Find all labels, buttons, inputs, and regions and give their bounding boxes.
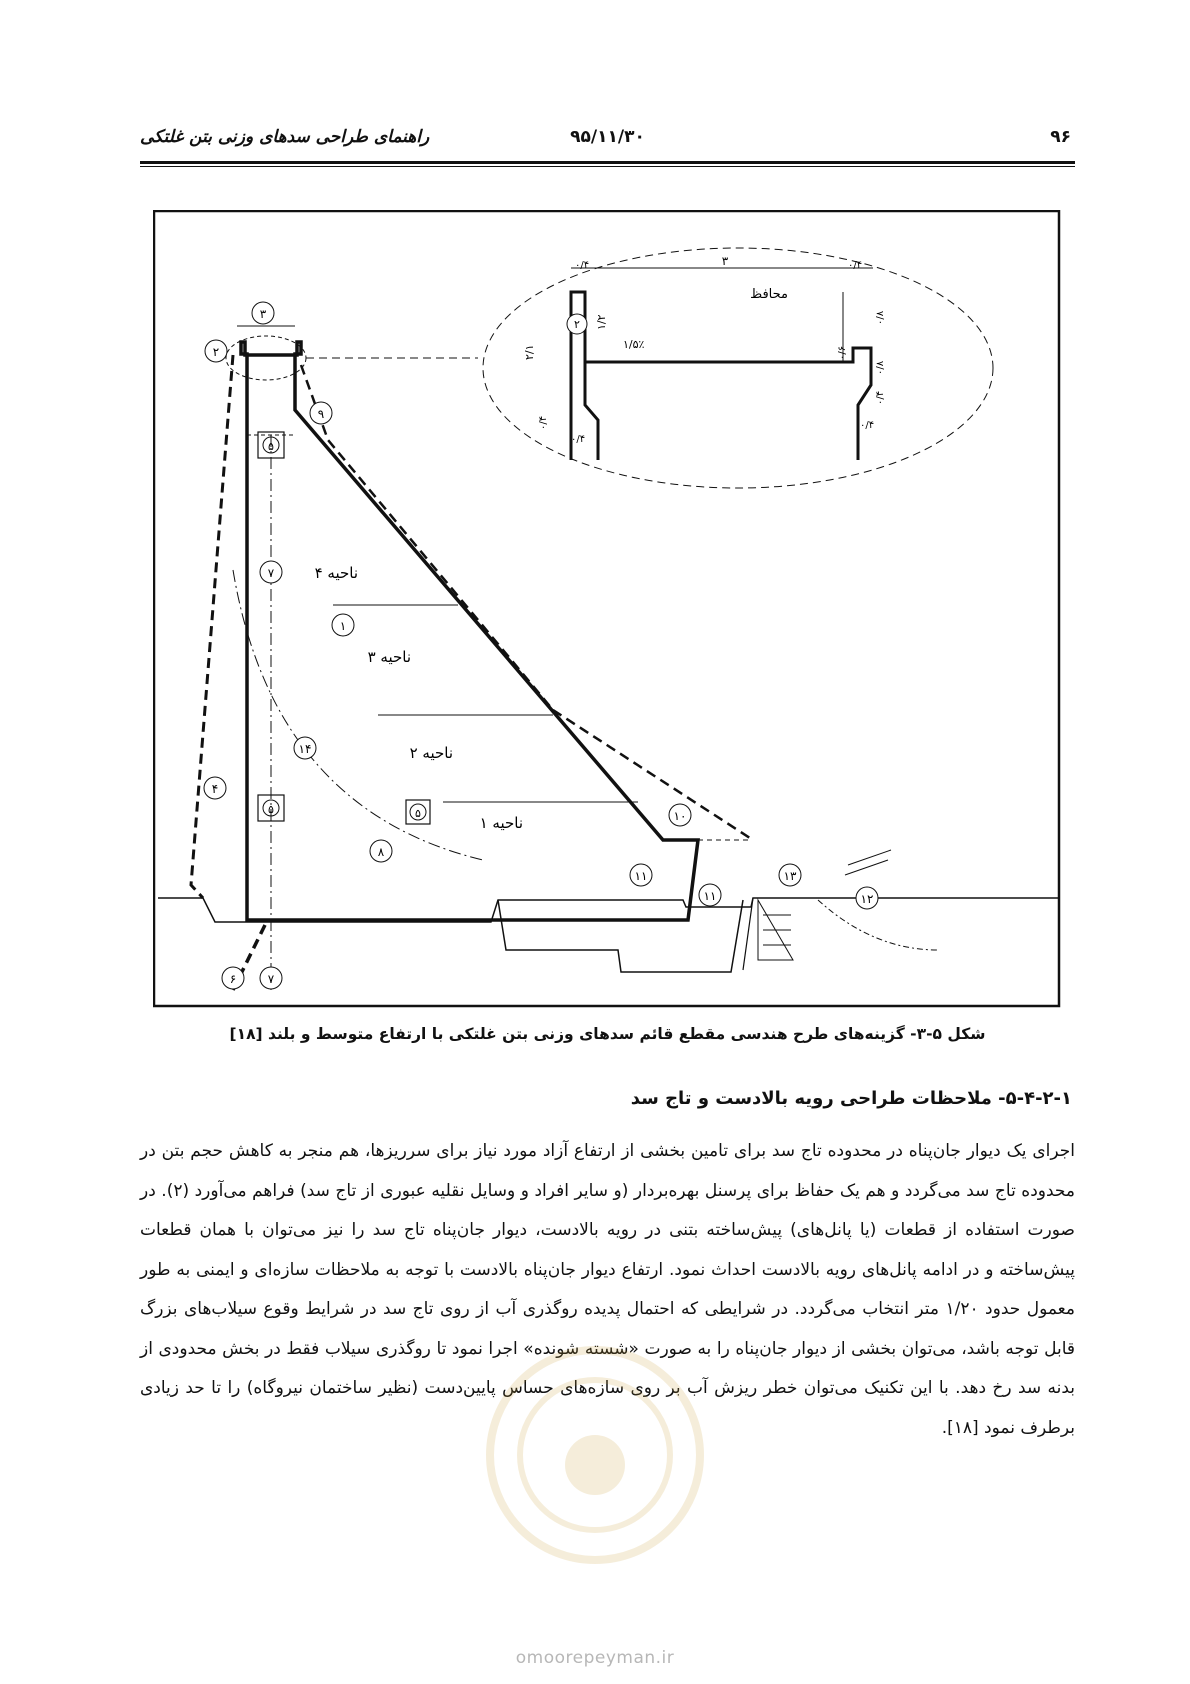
- alt-upstream-face: [191, 355, 233, 898]
- zone-label-3: ناحیه ۳: [367, 648, 411, 666]
- svg-text:۰/۶: ۰/۶: [837, 345, 848, 360]
- callout-3: ۳: [259, 307, 267, 321]
- callout-13: ۱۳: [783, 869, 797, 883]
- alt-downstream-toe: [553, 710, 753, 840]
- callout-14: ۱۴: [298, 742, 312, 756]
- figure-svg: [153, 210, 1063, 1015]
- callout-9: ۹: [317, 407, 325, 421]
- callout-11b: ۱۱: [703, 889, 717, 903]
- svg-text:۰/۴: ۰/۴: [575, 260, 590, 271]
- header-rule-thin: [140, 166, 1075, 167]
- watermark-seal-icon: [480, 1340, 710, 1570]
- svg-text:۰/۴: ۰/۴: [571, 434, 586, 445]
- crest-detail-ellipse: [483, 248, 993, 488]
- svg-text:۰/۸: ۰/۸: [875, 360, 886, 375]
- svg-text:۵: ۵: [268, 803, 274, 816]
- callout-8: ۸: [377, 845, 385, 859]
- dam-body: [241, 342, 698, 920]
- detail-downstream-wall: [585, 345, 871, 460]
- detail-callout-2: ۲: [574, 318, 580, 331]
- header-rule: [140, 161, 1075, 164]
- callout-12: ۱۲: [860, 892, 874, 906]
- callout-1: ۱: [339, 619, 347, 633]
- body-paragraph: اجرای یک دیوار جان‌پناه در محدوده تاج سد برای تامین بخشی از ارتفاع آزاد مورد نیاز برای سرریزها، هم منجر به کاهش حجم بتن در محدوده تاج سد می‌گردد و هم یک حفاظ برای پرسنل بهره‌بردار (و سایر افراد و وسایل نقلیه عبوری از تاج سد) فراهم می‌آورد (۲). در صورت استفاده از قطعات (یا پانل‌های) پیش‌ساخته بتنی در رویه بالادست، دیوار جان‌پناه تاج سد را نیز می‌توان با همان قطعات پیش‌ساخته و در ادامه پانل‌های رویه بالادست احداث نمود. ارتفاع دیوار جان‌پناه بالادست با توجه به ملاحظات سازه‌ای و ایمنی به طور معمول حدود ۱/۲۰ متر انتخاب می‌گردد. در شرایطی که احتمال پدیده روگذری آب از روی تاج سد در شرایط وقوع سیلاب‌های بزرگ قابل توجه باشد، می‌توان بخشی از دیوار جان‌پناه را به صورت «شسته شونده» اجرا نمود تا روگذری سیلاب فقط در بخش محدودی از بدنه سد رخ دهد. با این تکنیک می‌توان خطر ریزش آب بر روی سازه‌های حساس پایین‌دست (نظیر ساختمان نیروگاه) را تا حد زیادی برطرف نمود [۱۸].: [140, 1141, 1075, 1438]
- callout-7: ۷: [267, 566, 275, 580]
- alt-downstream-top: [301, 365, 553, 710]
- callout-10: ۱۰: [673, 809, 687, 823]
- page-number: ۹۶: [1050, 127, 1071, 147]
- guard-label: محافظ: [750, 287, 788, 302]
- foundation-gallery: [498, 900, 743, 972]
- callout-6: ۶: [229, 972, 237, 986]
- detail-dim-3: ۳: [721, 254, 729, 268]
- callout-7b: ۷: [267, 972, 275, 986]
- zone-label-1: ناحیه ۱: [479, 814, 523, 832]
- zone-label-2: ناحیه ۲: [409, 744, 453, 762]
- svg-text:۰/۴: ۰/۴: [860, 420, 875, 431]
- gallery-marker-right: [406, 800, 430, 824]
- svg-text:۰/۴: ۰/۴: [848, 260, 863, 271]
- svg-text:۵: ۵: [268, 440, 274, 453]
- detail-slope: ۱/۵٪: [623, 338, 645, 351]
- section-heading: ۵-۴-۲-۱- ملاحظات طراحی رویه بالادست و تاج سد: [630, 1088, 1072, 1109]
- svg-text:۰/۴: ۰/۴: [538, 415, 549, 430]
- svg-text:۵: ۵: [415, 807, 421, 820]
- detail-dim-12: ۱/۲: [595, 314, 608, 330]
- callout-11a: ۱۱: [634, 869, 648, 883]
- figure-caption: شکل ۵-۳- گزینه‌های طرح هندسی مقطع قائم سدهای وزنی بتن غلتکی با ارتفاع متوسط و بلند [۱۸]: [229, 1025, 986, 1043]
- zone-label-4: ناحیه ۴: [314, 564, 358, 582]
- svg-text:۰/۸: ۰/۸: [875, 310, 886, 325]
- header-date: ۹۵/۱۱/۳۰: [570, 127, 645, 147]
- callout-4: ۴: [211, 782, 219, 796]
- svg-text:۰/۴: ۰/۴: [875, 390, 886, 405]
- dam-cross-section-figure: [153, 210, 1063, 1015]
- detail-dim-21: ۲/۱: [523, 344, 536, 360]
- watermark-url: omoorepeyman.ir: [515, 1648, 675, 1668]
- book-title: راهنمای طراحی سدهای وزنی بتن غلتکی: [140, 127, 430, 147]
- page-header: [140, 125, 1075, 167]
- callout-2: ۲: [212, 345, 220, 359]
